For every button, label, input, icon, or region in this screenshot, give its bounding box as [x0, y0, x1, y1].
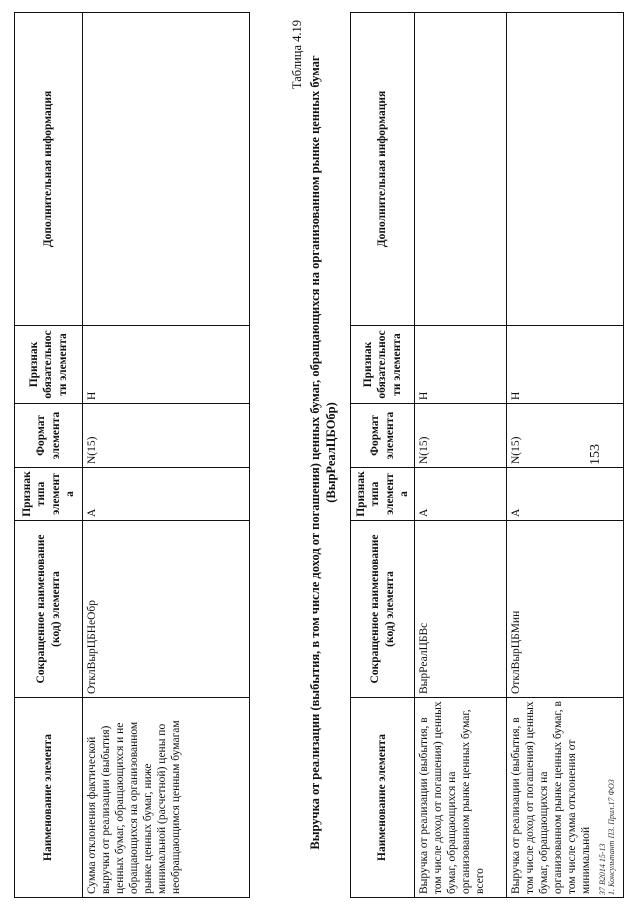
header-additional-info: Дополнительная информация [351, 13, 415, 326]
table-continuation [14, 12, 250, 898]
cell-element-format: N(15) [507, 404, 624, 468]
header-element-name: Наименование элемента [351, 698, 415, 898]
cell-element-type: А [83, 468, 250, 521]
header-element-name: Наименование элемента [15, 698, 83, 898]
footnote-line: 1. Консультант ПЗ. Прил.17 ФОЗ [607, 779, 617, 895]
cell-element-name: Выручка от реализации (выбытия, в том числе доход от погашения) ценных бумаг, обращающихся на организованном рынке ценных бумаг, в том числе сумма отклонения от минимальной [507, 698, 624, 898]
cell-additional-info [507, 13, 624, 326]
table-4-19 [350, 12, 624, 898]
header-element-format: Формат элемента [15, 404, 83, 468]
cell-element-type: А [507, 468, 624, 521]
cell-element-required: Н [415, 326, 507, 404]
header-element-required: Признак обязательности элемента [351, 326, 415, 404]
header-additional-info: Дополнительная информация [15, 13, 83, 326]
cell-element-code: ОтклВырЦБМин [507, 521, 624, 698]
footnote-line: 37 В2014 15-13 [598, 843, 607, 895]
table-header-row [351, 13, 415, 898]
table-number: Таблица 4.19 [290, 20, 304, 90]
cell-element-code: ОтклВырЦБНеОбр [83, 521, 250, 698]
cell-element-required: Н [507, 326, 624, 404]
table-row [507, 13, 624, 898]
header-element-required: Признак обязательности элемента [15, 326, 83, 404]
header-element-type: Признак типа элемента [351, 468, 415, 521]
cell-element-format: N(15) [415, 404, 507, 468]
cell-additional-info [415, 13, 507, 326]
cell-element-format: N(15) [83, 404, 250, 468]
cell-element-code: ВырРеалЦБВс [415, 521, 507, 698]
cell-element-required: Н [83, 326, 250, 404]
footnote [598, 779, 616, 895]
page-number: 153 [588, 444, 603, 465]
table-title: Выручка от реализации (выбытия, в том числе доход от погашения) ценных бумаг, обращающихся на организованном рынке ценных бумаг (ВырРеалЦБОбр) [308, 55, 338, 850]
header-element-format: Формат элемента [351, 404, 415, 468]
cell-element-name: Выручка от реализации (выбытия, в том числе доход от погашения) ценных бумаг, обращающихся на организованном рынке ценных бумаг, всего [415, 698, 507, 898]
cell-element-name: Сумма отклонения фактической выручки от реализации (выбытия) ценных бумаг, обращающихся и не обращающихся на организованном рынке ценных бумаг, ниже минимальной (расчетной) цены по необращающимся ценным бумагам [83, 698, 250, 898]
header-element-type: Признак типа элемента [15, 468, 83, 521]
header-element-code: Сокращенное наименование (код) элемента [351, 521, 415, 698]
cell-additional-info [83, 13, 250, 326]
header-element-code: Сокращенное наименование (код) элемента [15, 521, 83, 698]
table-row [415, 13, 507, 898]
table-row [83, 13, 250, 898]
table-header-row [15, 13, 83, 898]
cell-element-type: А [415, 468, 507, 521]
